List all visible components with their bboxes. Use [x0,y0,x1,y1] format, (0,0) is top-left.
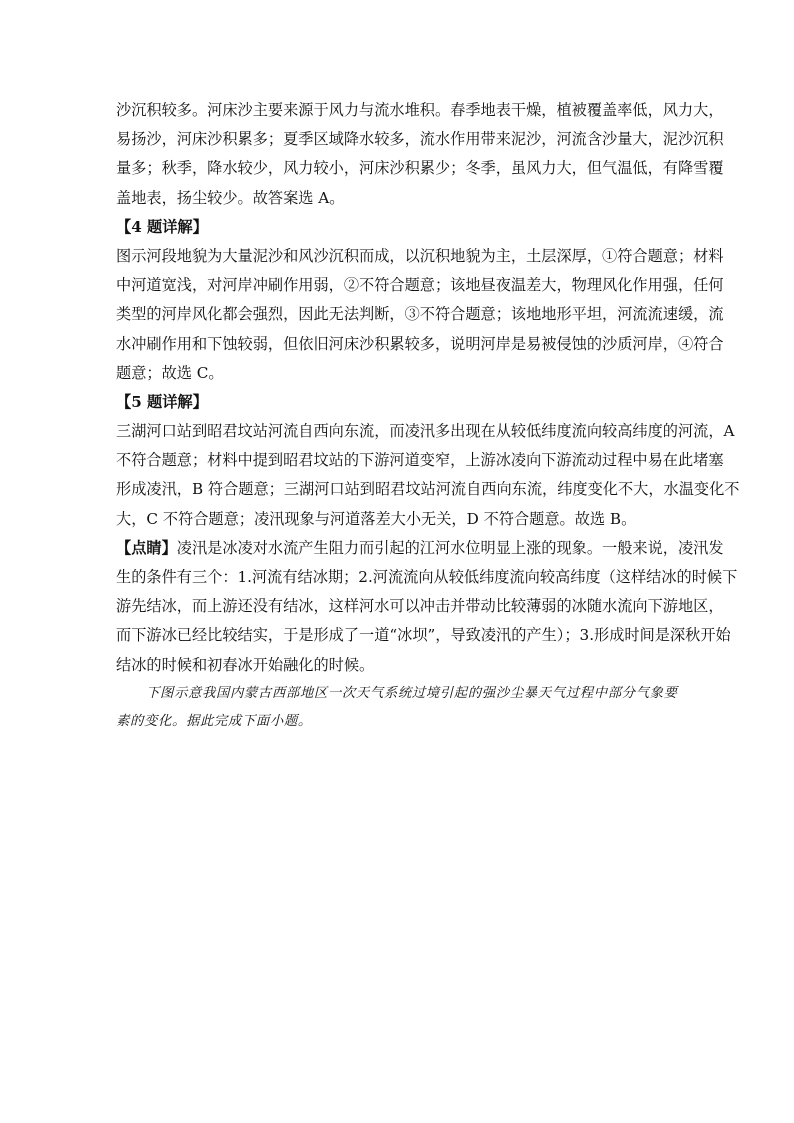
text-line: 三湖河口站到昭君坟站河流自西向东流，而凌汛多出现在从较低纬度流向较高纬度的河流，A [116,422,735,441]
text-line: 水冲刷作用和下蚀较弱，但依旧河床沙积累较多，说明河岸是易被侵蚀的沙质河岸，④符合 [116,334,724,353]
text-line: 类型的河岸风化都会强烈，因此无法判断，③不符合题意；该地地形平坦，河流流速缓，流 [116,305,724,324]
text-line: 形成凌汛，B 符合题意；三湖河口站到昭君坟站河流自西向东流，纬度变化不大，水温变化不 [116,480,740,499]
document-page [116,96,740,736]
text-line: 易扬沙，河床沙积累多；夏季区域降水较多，流水作用带来泥沙，河流含沙量大，泥沙沉积 [116,130,724,149]
text-line: 不符合题意；材料中提到昭君坟站的下游河道变窄，上游冰凌向下游流动过程中易在此堵塞 [116,451,724,470]
question-intro-line: 下图示意我国内蒙古西部地区一次天气系统过境引起的强沙尘暴天气过程中部分气象要 [146,685,678,701]
text-line: 沙沉积较多。河床沙主要来源于风力与流水堆积。春季地表干燥，植被覆盖率低，风力大， [116,101,724,119]
text-line: 游先结冰，而上游还没有结冰，这样河水可以冲击并带动比较薄弱的冰随水流向下游地区， [116,597,724,616]
q4-heading: 【4 题详解】 [116,217,208,236]
text-line: 图示河段地貌为大量泥沙和风沙沉积而成，以沉积地貌为主，土层深厚，①符合题意；材料 [116,246,724,265]
tip-text: 凌汛是冰凌对水流产生阻力而引起的江河水位明显上涨的现象。一般来说，凌汛发 [176,538,724,557]
tip-label: 【点睛】 [116,538,177,557]
text-line: 而下游冰已经比较结实，于是形成了一道“冰坝”，导致凌汛的产生）；3.形成时间是深秋开始 [116,626,731,645]
text-line: 题意；故选 C。 [116,363,224,382]
text-line: 盖地表，扬尘较少。故答案选 A。 [116,188,345,207]
text-line: 生的条件有三个：1.河流有结冰期；2.河流流向从较低纬度流向较高纬度（这样结冰的时候下 [116,568,738,586]
text-line: 量多；秋季，降水较少，风力较小，河床沙积累少；冬季，虽风力大，但气温低，有降雪覆 [116,159,724,178]
question-intro-line: 素的变化。据此完成下面小题。 [116,713,312,729]
tip-first-line [116,534,724,563]
text-line: 大，C 不符合题意；凌汛现象与河道落差大小无关，D 不符合题意。故选 B。 [116,509,637,528]
text-line: 结冰的时候和初春冰开始融化的时候。 [116,655,375,674]
text-line: 中河道宽浅，对河岸冲刷作用弱，②不符合题意；该地昼夜温差大，物理风化作用强，任何 [116,276,724,295]
q5-heading: 【5 题详解】 [116,392,208,411]
